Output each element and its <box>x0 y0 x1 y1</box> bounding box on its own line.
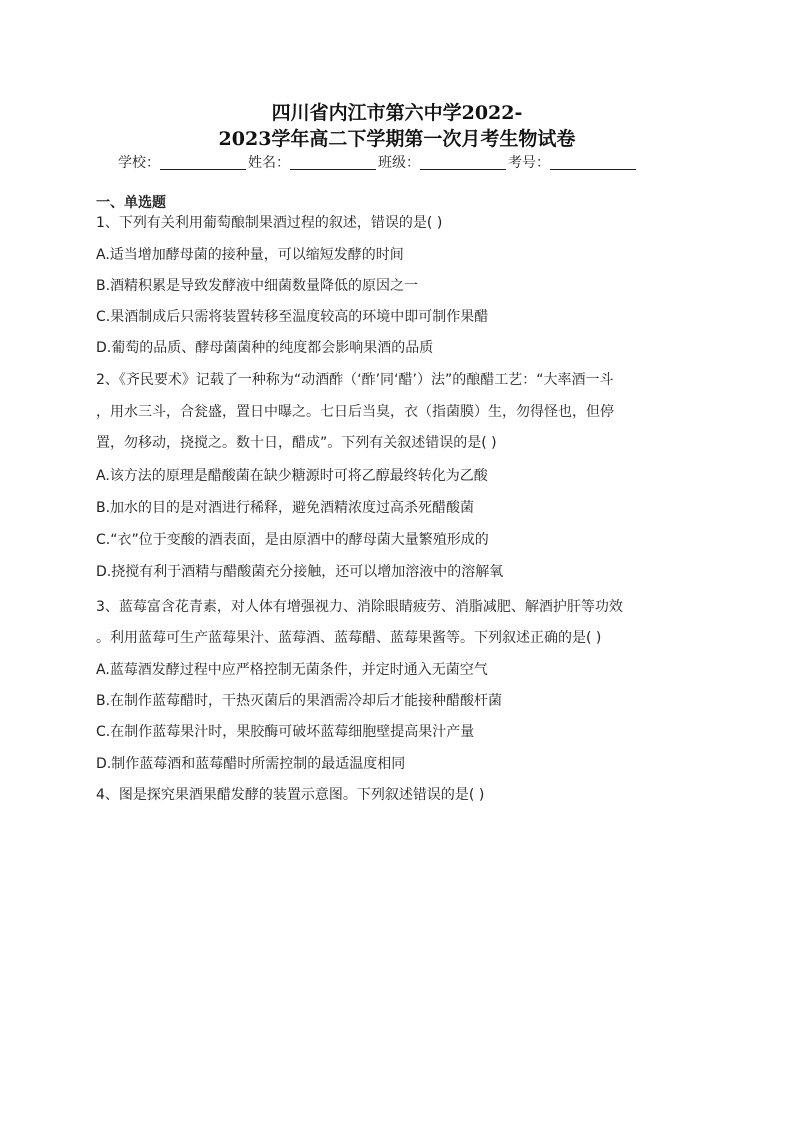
q2-option-b: B.加水的目的是对酒进行稀释，避免酒精浓度过高杀死醋酸菌 <box>96 500 475 516</box>
section-title: 一、单选题 <box>96 195 166 211</box>
q4-stem: 4、图是探究果酒果醋发酵的装置示意图。下列叙述错误的是( ) <box>96 787 485 803</box>
q2-stem-line2: ，用水三斗，合瓮盛，置日中曝之。七日后当臭，衣（指菌膜）生，勿得怪也，但停 <box>96 404 614 420</box>
exam-title-line1: 四川省内江市第六中学2022- <box>271 102 523 124</box>
q3-option-a: A.蓝莓酒发酵过程中应严格控制无菌条件，并定时通入无菌空气 <box>96 662 488 678</box>
exam-title-line2: 2023学年高二下学期第一次月考生物试卷 <box>218 128 576 150</box>
q3-option-d: D.制作蓝莓酒和蓝莓醋时所需控制的最适温度相同 <box>96 756 406 772</box>
q3-stem-line1: 3、蓝莓富含花青素，对人体有增强视力、消除眼睛疲劳、消脂减肥、解酒护肝等功效 <box>96 599 623 615</box>
q3-stem-line2: 。利用蓝莓可生产蓝莓果汁、蓝莓酒、蓝莓醋、蓝莓果酱等。下列叙述正确的是( ) <box>96 630 602 646</box>
student-info-row <box>118 152 678 172</box>
name-label: 姓名： <box>248 155 290 171</box>
school-blank <box>160 155 246 170</box>
q2-stem-line3: 置，勿移动，挠搅之。数十日，醋成”。下列有关叙述错误的是( ) <box>96 435 497 451</box>
q1-option-a: A.适当增加酵母菌的接种量，可以缩短发酵的时间 <box>96 247 404 263</box>
q1-option-b: B.酒精积累是导致发酵液中细菌数量降低的原因之一 <box>96 278 419 294</box>
q2-stem-line1: 2、《齐民要术》记载了一种称为“动酒酢（‘酢’同‘醋’）法”的酿醋工艺：“大率酒一斗 <box>96 372 614 388</box>
q2-option-d: D.挠搅有利于酒精与醋酸菌充分接触，还可以增加溶液中的溶解氧 <box>96 564 504 580</box>
class-blank <box>420 155 506 170</box>
q3-option-c: C.在制作蓝莓果汁时，果胶酶可破坏蓝莓细胞壁提高果汁产量 <box>96 724 475 740</box>
q2-option-c: C.“衣”位于变酸的酒表面，是由原酒中的酵母菌大量繁殖形成的 <box>96 532 489 548</box>
q3-option-b: B.在制作蓝莓醋时，干热灭菌后的果酒需冷却后才能接种醋酸杆菌 <box>96 693 503 709</box>
q1-option-d: D.葡萄的品质、酵母菌菌种的纯度都会影响果酒的品质 <box>96 340 434 356</box>
school-label: 学校： <box>118 155 160 171</box>
q2-option-a: A.该方法的原理是醋酸菌在缺少糖源时可将乙醇最终转化为乙酸 <box>96 468 488 484</box>
q1-option-c: C.果酒制成后只需将装置转移至温度较高的环境中即可制作果醋 <box>96 309 489 325</box>
q1-stem: 1、下列有关利用葡萄酿制果酒过程的叙述，错误的是( ) <box>96 215 443 231</box>
class-label: 班级： <box>378 155 420 171</box>
number-blank <box>550 155 636 170</box>
number-label: 考号： <box>508 155 550 171</box>
name-blank <box>290 155 376 170</box>
